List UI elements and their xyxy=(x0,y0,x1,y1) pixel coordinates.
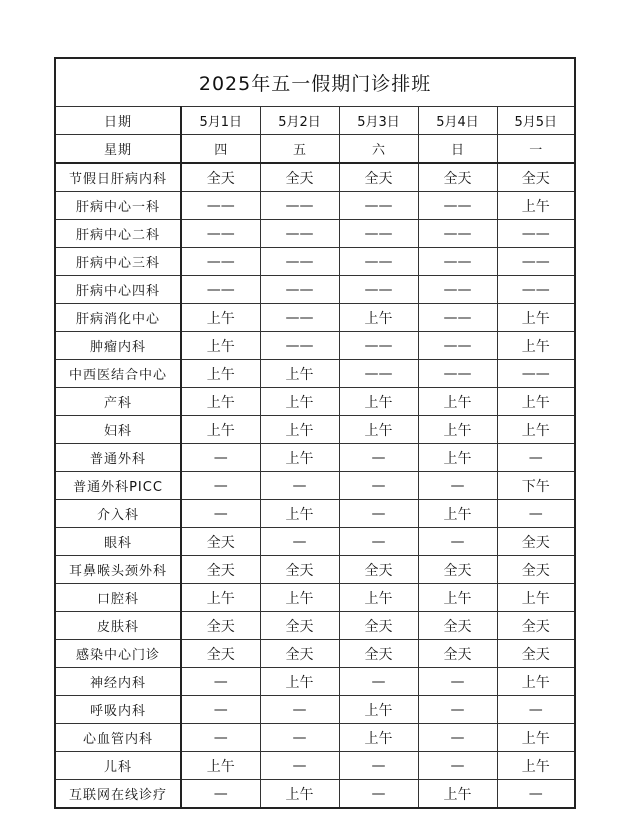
schedule-cell: —— xyxy=(418,248,497,276)
schedule-cell: — xyxy=(181,724,260,752)
table-row xyxy=(55,416,575,444)
table-row xyxy=(55,528,575,556)
schedule-cell: — xyxy=(497,696,575,724)
department-name: 皮肤科 xyxy=(55,612,181,640)
table-row xyxy=(55,584,575,612)
table-row xyxy=(55,696,575,724)
table-row xyxy=(55,668,575,696)
schedule-cell: —— xyxy=(339,360,418,388)
schedule-cell: 全天 xyxy=(418,612,497,640)
schedule-cell: —— xyxy=(260,248,339,276)
schedule-cell: 上午 xyxy=(181,360,260,388)
schedule-cell: 上午 xyxy=(339,724,418,752)
schedule-cell: —— xyxy=(497,276,575,304)
schedule-cell: —— xyxy=(497,220,575,248)
department-name: 产科 xyxy=(55,388,181,416)
schedule-cell: 上午 xyxy=(418,500,497,528)
schedule-cell: —— xyxy=(339,332,418,360)
department-name: 肝病中心三科 xyxy=(55,248,181,276)
schedule-cell: 上午 xyxy=(497,388,575,416)
date-label: 日期 xyxy=(55,107,181,135)
schedule-cell: 全天 xyxy=(497,528,575,556)
schedule-cell: —— xyxy=(418,304,497,332)
schedule-cell: — xyxy=(181,472,260,500)
schedule-cell: —— xyxy=(418,192,497,220)
schedule-cell: 全天 xyxy=(339,163,418,192)
schedule-cell: — xyxy=(339,500,418,528)
schedule-cell: 全天 xyxy=(260,640,339,668)
page-title: 2025年五一假期门诊排班 xyxy=(55,58,575,107)
schedule-cell: 上午 xyxy=(181,416,260,444)
schedule-cell: 全天 xyxy=(418,556,497,584)
schedule-cell: 全天 xyxy=(260,556,339,584)
weekday-cell: 日 xyxy=(418,135,497,164)
department-name: 心血管内科 xyxy=(55,724,181,752)
schedule-sheet xyxy=(54,57,574,809)
schedule-cell: 上午 xyxy=(497,724,575,752)
schedule-cell: — xyxy=(497,444,575,472)
schedule-cell: — xyxy=(339,780,418,809)
schedule-cell: — xyxy=(260,724,339,752)
weekday-cell: 五 xyxy=(260,135,339,164)
schedule-cell: 全天 xyxy=(497,640,575,668)
schedule-cell: 全天 xyxy=(260,163,339,192)
schedule-cell: —— xyxy=(339,220,418,248)
weekday-cell: 四 xyxy=(181,135,260,164)
schedule-cell: — xyxy=(418,528,497,556)
schedule-cell: —— xyxy=(418,220,497,248)
department-name: 介入科 xyxy=(55,500,181,528)
schedule-cell: 上午 xyxy=(260,584,339,612)
department-name: 普通外科 xyxy=(55,444,181,472)
schedule-cell: 上午 xyxy=(339,304,418,332)
schedule-cell: 上午 xyxy=(260,780,339,809)
schedule-cell: — xyxy=(260,696,339,724)
schedule-cell: — xyxy=(418,696,497,724)
schedule-cell: — xyxy=(181,696,260,724)
department-name: 呼吸内科 xyxy=(55,696,181,724)
schedule-cell: —— xyxy=(181,276,260,304)
department-name: 中西医结合中心 xyxy=(55,360,181,388)
schedule-cell: — xyxy=(260,752,339,780)
schedule-cell: 上午 xyxy=(418,416,497,444)
schedule-cell: —— xyxy=(181,220,260,248)
schedule-cell: 上午 xyxy=(181,304,260,332)
date-header-row xyxy=(55,107,575,135)
schedule-cell: 全天 xyxy=(497,612,575,640)
schedule-cell: 上午 xyxy=(497,752,575,780)
schedule-cell: — xyxy=(418,472,497,500)
schedule-cell: 上午 xyxy=(260,668,339,696)
schedule-cell: — xyxy=(418,724,497,752)
table-row xyxy=(55,332,575,360)
schedule-cell: —— xyxy=(418,332,497,360)
weekday-header-row xyxy=(55,135,575,164)
table-row xyxy=(55,556,575,584)
department-name: 普通外科PICC xyxy=(55,472,181,500)
table-row xyxy=(55,360,575,388)
schedule-cell: — xyxy=(181,668,260,696)
department-name: 节假日肝病内科 xyxy=(55,163,181,192)
schedule-cell: —— xyxy=(339,192,418,220)
department-name: 神经内科 xyxy=(55,668,181,696)
schedule-cell: 全天 xyxy=(181,612,260,640)
weekday-cell: 六 xyxy=(339,135,418,164)
schedule-cell: —— xyxy=(339,276,418,304)
date-cell: 5月1日 xyxy=(181,107,260,135)
schedule-cell: — xyxy=(260,528,339,556)
schedule-cell: — xyxy=(181,444,260,472)
table-row xyxy=(55,388,575,416)
schedule-cell: —— xyxy=(260,304,339,332)
table-row xyxy=(55,220,575,248)
schedule-cell: —— xyxy=(260,192,339,220)
schedule-cell: — xyxy=(181,780,260,809)
schedule-cell: — xyxy=(339,444,418,472)
department-name: 肝病中心一科 xyxy=(55,192,181,220)
table-row xyxy=(55,163,575,192)
department-name: 肝病消化中心 xyxy=(55,304,181,332)
schedule-cell: 上午 xyxy=(497,332,575,360)
schedule-cell: —— xyxy=(181,192,260,220)
date-cell: 5月5日 xyxy=(497,107,575,135)
department-name: 肿瘤内科 xyxy=(55,332,181,360)
schedule-cell: 上午 xyxy=(260,444,339,472)
schedule-cell: — xyxy=(339,752,418,780)
date-cell: 5月2日 xyxy=(260,107,339,135)
department-name: 妇科 xyxy=(55,416,181,444)
schedule-cell: 上午 xyxy=(418,388,497,416)
table-row xyxy=(55,612,575,640)
schedule-cell: 上午 xyxy=(181,332,260,360)
table-row xyxy=(55,444,575,472)
department-name: 眼科 xyxy=(55,528,181,556)
weekday-label: 星期 xyxy=(55,135,181,164)
schedule-cell: 上午 xyxy=(497,584,575,612)
schedule-cell: 上午 xyxy=(339,584,418,612)
schedule-cell: — xyxy=(497,780,575,809)
schedule-cell: 上午 xyxy=(260,360,339,388)
table-row xyxy=(55,472,575,500)
schedule-cell: 上午 xyxy=(497,416,575,444)
schedule-cell: —— xyxy=(260,276,339,304)
schedule-cell: 上午 xyxy=(418,444,497,472)
schedule-cell: 全天 xyxy=(181,528,260,556)
department-name: 儿科 xyxy=(55,752,181,780)
schedule-cell: —— xyxy=(339,248,418,276)
table-row xyxy=(55,304,575,332)
schedule-cell: 全天 xyxy=(339,556,418,584)
schedule-cell: 上午 xyxy=(339,696,418,724)
schedule-cell: — xyxy=(181,500,260,528)
table-row xyxy=(55,752,575,780)
date-cell: 5月4日 xyxy=(418,107,497,135)
schedule-cell: 全天 xyxy=(418,163,497,192)
table-row xyxy=(55,192,575,220)
table-row xyxy=(55,780,575,809)
schedule-cell: — xyxy=(497,500,575,528)
table-row xyxy=(55,500,575,528)
schedule-cell: — xyxy=(418,752,497,780)
schedule-cell: —— xyxy=(260,220,339,248)
schedule-cell: 上午 xyxy=(418,780,497,809)
department-name: 肝病中心二科 xyxy=(55,220,181,248)
weekday-cell: 一 xyxy=(497,135,575,164)
department-name: 感染中心门诊 xyxy=(55,640,181,668)
schedule-cell: — xyxy=(339,472,418,500)
table-row xyxy=(55,276,575,304)
schedule-cell: 上午 xyxy=(497,192,575,220)
table-row xyxy=(55,640,575,668)
schedule-cell: 上午 xyxy=(418,584,497,612)
schedule-cell: —— xyxy=(418,360,497,388)
table-row xyxy=(55,724,575,752)
table-row xyxy=(55,248,575,276)
schedule-cell: 全天 xyxy=(339,612,418,640)
schedule-cell: 全天 xyxy=(418,640,497,668)
department-name: 肝病中心四科 xyxy=(55,276,181,304)
schedule-table xyxy=(54,57,576,809)
schedule-cell: 全天 xyxy=(497,163,575,192)
department-name: 耳鼻喉头颈外科 xyxy=(55,556,181,584)
schedule-cell: 全天 xyxy=(181,163,260,192)
schedule-cell: 上午 xyxy=(339,416,418,444)
schedule-cell: 上午 xyxy=(181,584,260,612)
schedule-cell: 上午 xyxy=(260,500,339,528)
schedule-cell: —— xyxy=(497,360,575,388)
schedule-cell: 全天 xyxy=(181,556,260,584)
schedule-cell: 上午 xyxy=(260,388,339,416)
schedule-cell: 上午 xyxy=(497,668,575,696)
schedule-cell: — xyxy=(260,472,339,500)
schedule-cell: 全天 xyxy=(260,612,339,640)
schedule-cell: —— xyxy=(260,332,339,360)
schedule-cell: — xyxy=(339,668,418,696)
schedule-cell: 上午 xyxy=(497,304,575,332)
schedule-cell: — xyxy=(339,528,418,556)
schedule-cell: —— xyxy=(181,248,260,276)
date-cell: 5月3日 xyxy=(339,107,418,135)
schedule-cell: 全天 xyxy=(339,640,418,668)
schedule-cell: —— xyxy=(418,276,497,304)
schedule-cell: 上午 xyxy=(339,388,418,416)
schedule-cell: 上午 xyxy=(181,388,260,416)
schedule-cell: 上午 xyxy=(260,416,339,444)
schedule-cell: 全天 xyxy=(497,556,575,584)
department-name: 互联网在线诊疗 xyxy=(55,780,181,809)
schedule-cell: 上午 xyxy=(181,752,260,780)
department-name: 口腔科 xyxy=(55,584,181,612)
schedule-cell: — xyxy=(418,668,497,696)
schedule-cell: —— xyxy=(497,248,575,276)
schedule-cell: 全天 xyxy=(181,640,260,668)
schedule-cell: 下午 xyxy=(497,472,575,500)
